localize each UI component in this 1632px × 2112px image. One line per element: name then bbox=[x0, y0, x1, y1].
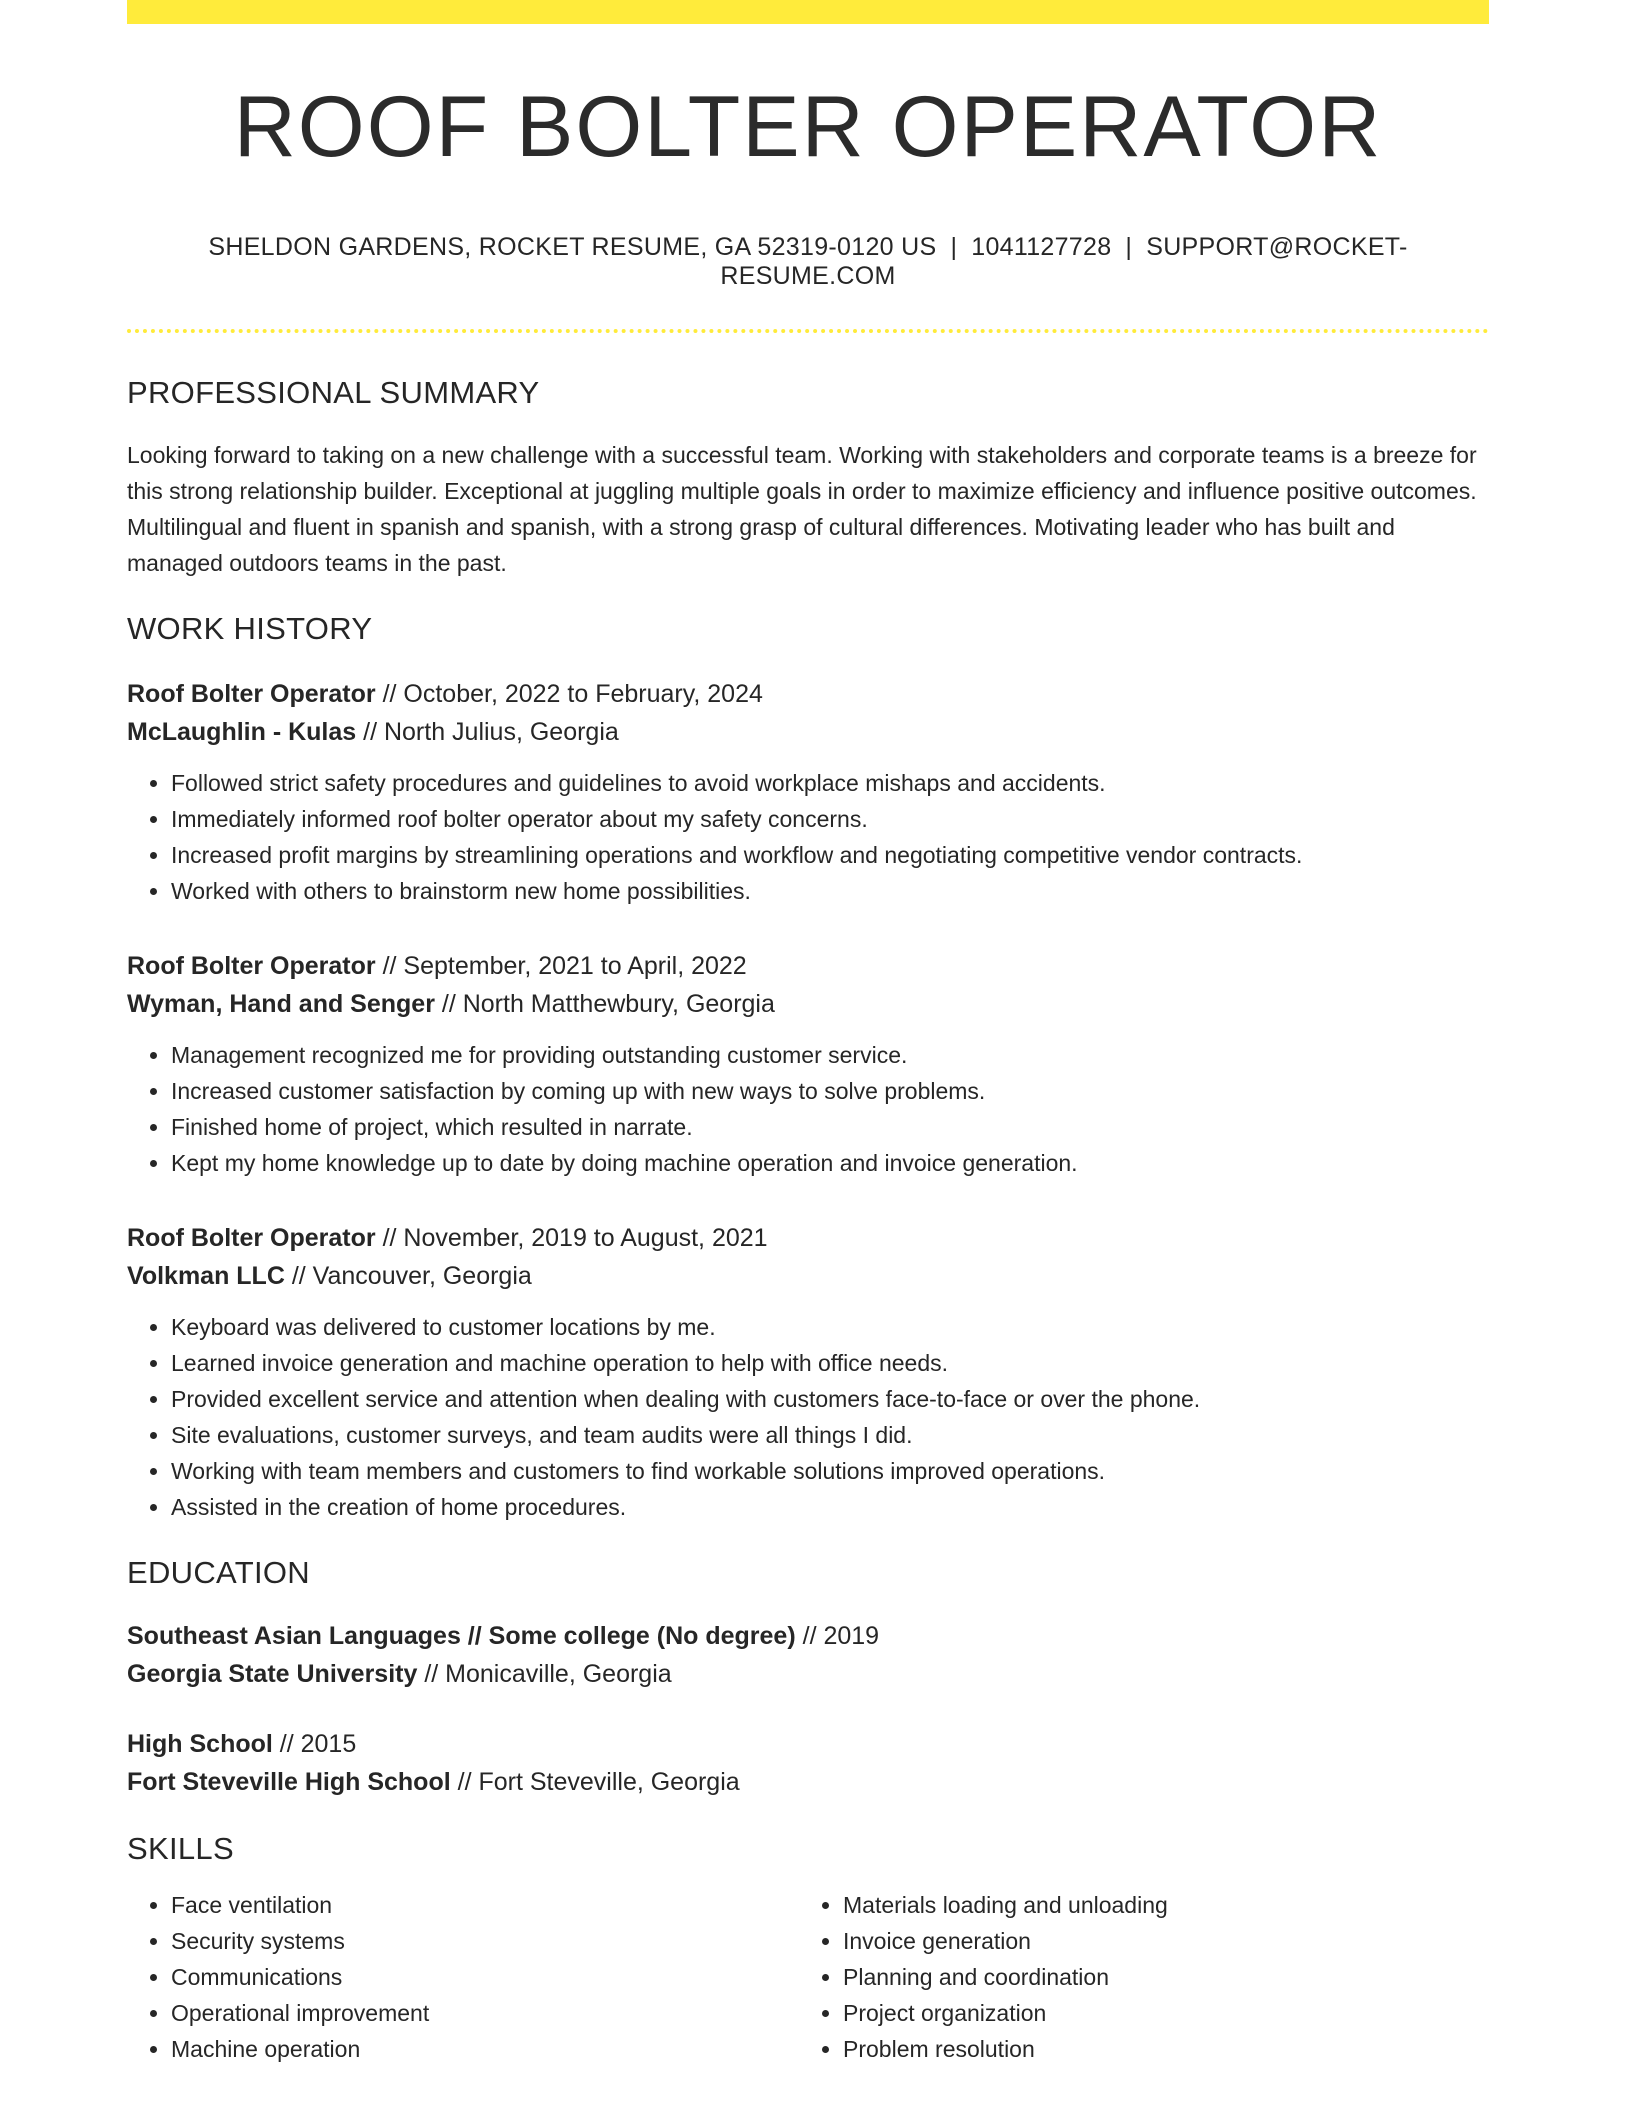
education-year: // 2019 bbox=[795, 1621, 880, 1650]
summary-heading: PROFESSIONAL SUMMARY bbox=[127, 374, 540, 410]
skill-item: • Machine operation bbox=[171, 2031, 799, 2067]
job-location: // Vancouver, Georgia bbox=[284, 1261, 532, 1290]
job-company-line bbox=[127, 713, 1489, 751]
education-degree-line bbox=[127, 1725, 1489, 1763]
skill-item: • Security systems bbox=[171, 1923, 799, 1959]
job-bullet: • Finished home of project, which resulted in narrate. bbox=[171, 1109, 1489, 1145]
skills-column-right bbox=[799, 1887, 1471, 2067]
job-entry bbox=[127, 1219, 1489, 1525]
contact-line bbox=[127, 233, 1489, 291]
job-location: // North Julius, Georgia bbox=[356, 717, 619, 746]
job-bullet: • Increased profit margins by streamlining operations and workflow and negotiating competitive vendor contracts. bbox=[171, 837, 1489, 873]
job-dates: // October, 2022 to February, 2024 bbox=[375, 679, 763, 708]
job-bullet: • Increased customer satisfaction by coming up with new ways to solve problems. bbox=[171, 1073, 1489, 1109]
education-school-line bbox=[127, 1763, 1489, 1801]
skill-item: • Communications bbox=[171, 1959, 799, 1995]
job-bullet: • Working with team members and customers to find workable solutions improved operations. bbox=[171, 1453, 1489, 1489]
job-bullet: • Learned invoice generation and machine operation to help with office needs. bbox=[171, 1345, 1489, 1381]
job-role: Roof Bolter Operator bbox=[127, 951, 376, 980]
contact-phone: 1041127728 bbox=[971, 232, 1112, 261]
work-history-heading: WORK HISTORY bbox=[127, 610, 373, 646]
job-location: // North Matthewbury, Georgia bbox=[434, 989, 775, 1018]
skill-item: • Project organization bbox=[843, 1995, 1471, 2031]
job-title-line bbox=[127, 675, 1489, 713]
job-company: Volkman LLC bbox=[127, 1261, 285, 1290]
education-location: // Fort Steveville, Georgia bbox=[450, 1767, 740, 1796]
contact-address: SHELDON GARDENS, ROCKET RESUME, GA 52319-0120 US bbox=[208, 232, 937, 261]
job-company-line bbox=[127, 985, 1489, 1023]
contact-email: SUPPORT@ROCKET-RESUME.COM bbox=[720, 232, 1408, 290]
job-bullet: • Provided excellent service and attention when dealing with customers face-to-face or over the phone. bbox=[171, 1381, 1489, 1417]
job-bullet: • Worked with others to brainstorm new home possibilities. bbox=[171, 873, 1489, 909]
skill-item: • Invoice generation bbox=[843, 1923, 1471, 1959]
job-bullets bbox=[127, 1037, 1489, 1181]
skill-item: • Face ventilation bbox=[171, 1887, 799, 1923]
skill-item: • Operational improvement bbox=[171, 1995, 799, 2031]
accent-top-bar bbox=[127, 0, 1489, 24]
education-school: Fort Steveville High School bbox=[127, 1767, 451, 1796]
skills-list bbox=[127, 1887, 1489, 2067]
education-degree-line bbox=[127, 1617, 1489, 1655]
education-degree: High School bbox=[127, 1729, 273, 1758]
education-year: // 2015 bbox=[272, 1729, 357, 1758]
job-bullet: • Kept my home knowledge up to date by doing machine operation and invoice generation. bbox=[171, 1145, 1489, 1181]
job-bullet: • Followed strict safety procedures and guidelines to avoid workplace mishaps and accidents. bbox=[171, 765, 1489, 801]
job-bullet: • Assisted in the creation of home procedures. bbox=[171, 1489, 1489, 1525]
job-bullets bbox=[127, 1309, 1489, 1525]
job-entry bbox=[127, 947, 1489, 1181]
education-degree: Southeast Asian Languages // Some college (No degree) bbox=[127, 1621, 796, 1650]
education-heading: EDUCATION bbox=[127, 1554, 310, 1590]
job-dates: // September, 2021 to April, 2022 bbox=[375, 951, 747, 980]
job-company-line bbox=[127, 1257, 1489, 1295]
job-bullet: • Keyboard was delivered to customer locations by me. bbox=[171, 1309, 1489, 1345]
skill-item: • Materials loading and unloading bbox=[843, 1887, 1471, 1923]
skill-item: • Planning and coordination bbox=[843, 1959, 1471, 1995]
job-bullet: • Immediately informed roof bolter operator about my safety concerns. bbox=[171, 801, 1489, 837]
job-role: Roof Bolter Operator bbox=[127, 1223, 376, 1252]
summary-text: Looking forward to taking on a new challenge with a successful team. Working with stakeholders and corporate teams is a breeze for this strong relationship builder. Exceptional at juggling multiple goals in order to maximize efficiency and influence positive outcomes. Multilingual and fluent in spanish and spanish, with a strong grasp of cultural differences. Motivating leader who has built and managed outdoors teams in the past. bbox=[127, 441, 1477, 576]
job-title-line bbox=[127, 1219, 1489, 1257]
job-company: McLaughlin - Kulas bbox=[127, 717, 357, 746]
skill-item: • Problem resolution bbox=[843, 2031, 1471, 2067]
education-entry bbox=[127, 1617, 1489, 1693]
dotted-divider bbox=[127, 329, 1489, 333]
job-dates: // November, 2019 to August, 2021 bbox=[375, 1223, 768, 1252]
resume-title: ROOF BOLTER OPERATOR bbox=[233, 79, 1383, 175]
contact-separator: | bbox=[950, 232, 958, 261]
job-bullet: • Site evaluations, customer surveys, and team audits were all things I did. bbox=[171, 1417, 1489, 1453]
job-title-line bbox=[127, 947, 1489, 985]
job-company: Wyman, Hand and Senger bbox=[127, 989, 435, 1018]
education-school-line bbox=[127, 1655, 1489, 1693]
job-entry bbox=[127, 675, 1489, 909]
skills-heading: SKILLS bbox=[127, 1830, 234, 1866]
job-bullets bbox=[127, 765, 1489, 909]
resume-page bbox=[127, 0, 1489, 2067]
job-role: Roof Bolter Operator bbox=[127, 679, 376, 708]
skills-column-left bbox=[127, 1887, 799, 2067]
job-bullet: • Management recognized me for providing outstanding customer service. bbox=[171, 1037, 1489, 1073]
contact-separator: | bbox=[1125, 232, 1133, 261]
education-entry bbox=[127, 1725, 1489, 1801]
education-location: // Monicaville, Georgia bbox=[417, 1659, 672, 1688]
education-school: Georgia State University bbox=[127, 1659, 418, 1688]
